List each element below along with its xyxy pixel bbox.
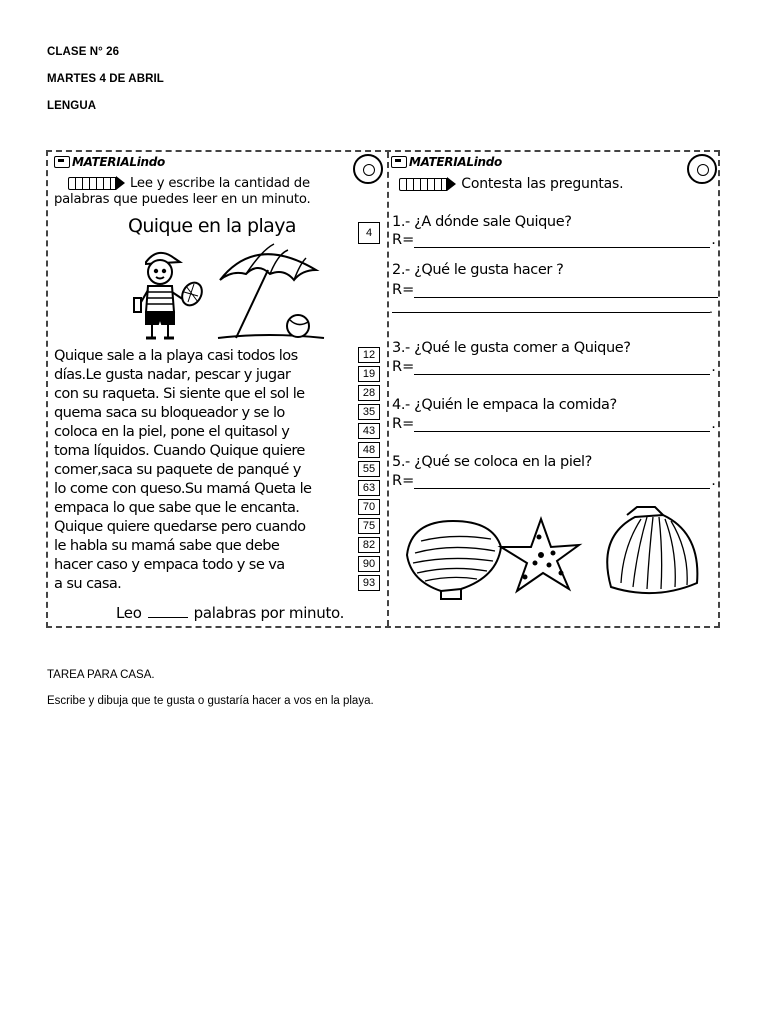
brand-mark-icon <box>54 156 70 168</box>
word-count: 28 <box>358 385 380 401</box>
story-line: con su raqueta. Si siente que el sol le <box>54 385 305 402</box>
pencil-icon <box>399 178 447 191</box>
answer-1[interactable]: R= . <box>392 232 716 248</box>
answer-prefix: R= <box>392 282 415 298</box>
answer-prefix: R= <box>392 473 415 489</box>
story-line: quema saca su bloqueador y se lo <box>54 404 285 421</box>
word-count: 35 <box>358 404 380 420</box>
questions-instruction <box>399 176 623 192</box>
story-line: comer,saca su paquete de panqué y <box>54 461 301 478</box>
questions-panel <box>389 152 720 626</box>
story-line: lo come con queso.Su mamá Queta le <box>54 480 312 497</box>
answer-line[interactable] <box>414 362 710 375</box>
subject: LENGUA <box>47 100 97 112</box>
question-3: 3.- ¿Qué le gusta comer a Quique? <box>392 340 631 356</box>
story-line: toma líquidos. Cuando Quique quiere <box>54 442 305 459</box>
story-line: empaca lo que sabe que le encanta. <box>54 499 300 516</box>
word-count: 12 <box>358 347 380 363</box>
story-line: coloca en la piel, pone el quitasol y <box>54 423 290 440</box>
answer-2[interactable] <box>392 282 718 298</box>
seashells-illustration <box>401 507 713 607</box>
beach-illustration <box>128 240 328 345</box>
word-count: 63 <box>358 480 380 496</box>
instruction-line-2: palabras que puedes leer en un minuto. <box>54 192 311 207</box>
word-count: 48 <box>358 442 380 458</box>
answer-2-extra-line[interactable] <box>392 312 710 313</box>
brand-mark-icon <box>391 156 407 168</box>
seal-icon <box>687 154 717 184</box>
answer-prefix: R= <box>392 232 415 248</box>
question-2: 2.- ¿Qué le gusta hacer ? <box>392 262 564 278</box>
brand-logo <box>54 155 165 169</box>
story-line: días.Le gusta nadar, pescar y jugar <box>54 366 291 383</box>
worksheet <box>46 150 720 628</box>
date: MARTES 4 DE ABRIL <box>47 73 164 85</box>
answer-5[interactable]: R= . <box>392 473 716 489</box>
answer-3[interactable]: R= . <box>392 359 716 375</box>
story-line: Quique quiere quedarse pero cuando <box>54 518 306 535</box>
answer-line[interactable] <box>414 285 718 298</box>
story-line: hacer caso y empaca todo y se va <box>54 556 285 573</box>
word-count: 55 <box>358 461 380 477</box>
instruction-text: Contesta las preguntas. <box>461 176 624 192</box>
line-end-dot: . <box>709 300 713 316</box>
word-count: 19 <box>358 366 380 382</box>
footer-palabras: palabras por minuto. <box>193 604 345 622</box>
word-count: 70 <box>358 499 380 515</box>
seal-icon <box>353 154 383 184</box>
question-1: 1.- ¿A dónde sale Quique? <box>392 214 572 230</box>
story-line: Quique sale a la playa casi todos los <box>54 347 298 364</box>
homework-title: TAREA PARA CASA. <box>47 669 155 681</box>
words-per-minute-line <box>116 604 344 622</box>
story-line: le habla su mamá sabe que debe <box>54 537 280 554</box>
brand-name: MATERIALindo <box>409 155 502 169</box>
answer-line[interactable] <box>414 235 710 248</box>
question-4: 4.- ¿Quién le empaca la comida? <box>392 397 617 413</box>
answer-line[interactable] <box>414 419 710 432</box>
reading-panel <box>48 152 387 626</box>
word-count: 90 <box>358 556 380 572</box>
title-word-count: 4 <box>358 222 380 244</box>
reading-instruction <box>68 176 310 192</box>
answer-prefix: R= <box>392 416 415 432</box>
words-per-minute-blank[interactable] <box>148 617 188 618</box>
pencil-icon <box>68 177 116 190</box>
question-5: 5.- ¿Qué se coloca en la piel? <box>392 454 592 470</box>
brand-name: MATERIALindo <box>72 155 165 169</box>
homework-text: Escribe y dibuja que te gusta o gustaría hacer a vos en la playa. <box>47 695 374 707</box>
word-count: 82 <box>358 537 380 553</box>
class-number: CLASE N° 26 <box>47 46 120 58</box>
footer-leo: Leo <box>116 604 142 622</box>
brand-logo <box>391 155 502 169</box>
answer-4[interactable]: R= . <box>392 416 716 432</box>
word-count: 75 <box>358 518 380 534</box>
story-title: Quique en la playa <box>128 215 296 237</box>
story-line: a su casa. <box>54 575 122 592</box>
word-count: 93 <box>358 575 380 591</box>
instruction-line-1: Lee y escribe la cantidad de <box>130 176 310 191</box>
answer-line[interactable] <box>414 476 710 489</box>
word-count: 43 <box>358 423 380 439</box>
answer-prefix: R= <box>392 359 415 375</box>
